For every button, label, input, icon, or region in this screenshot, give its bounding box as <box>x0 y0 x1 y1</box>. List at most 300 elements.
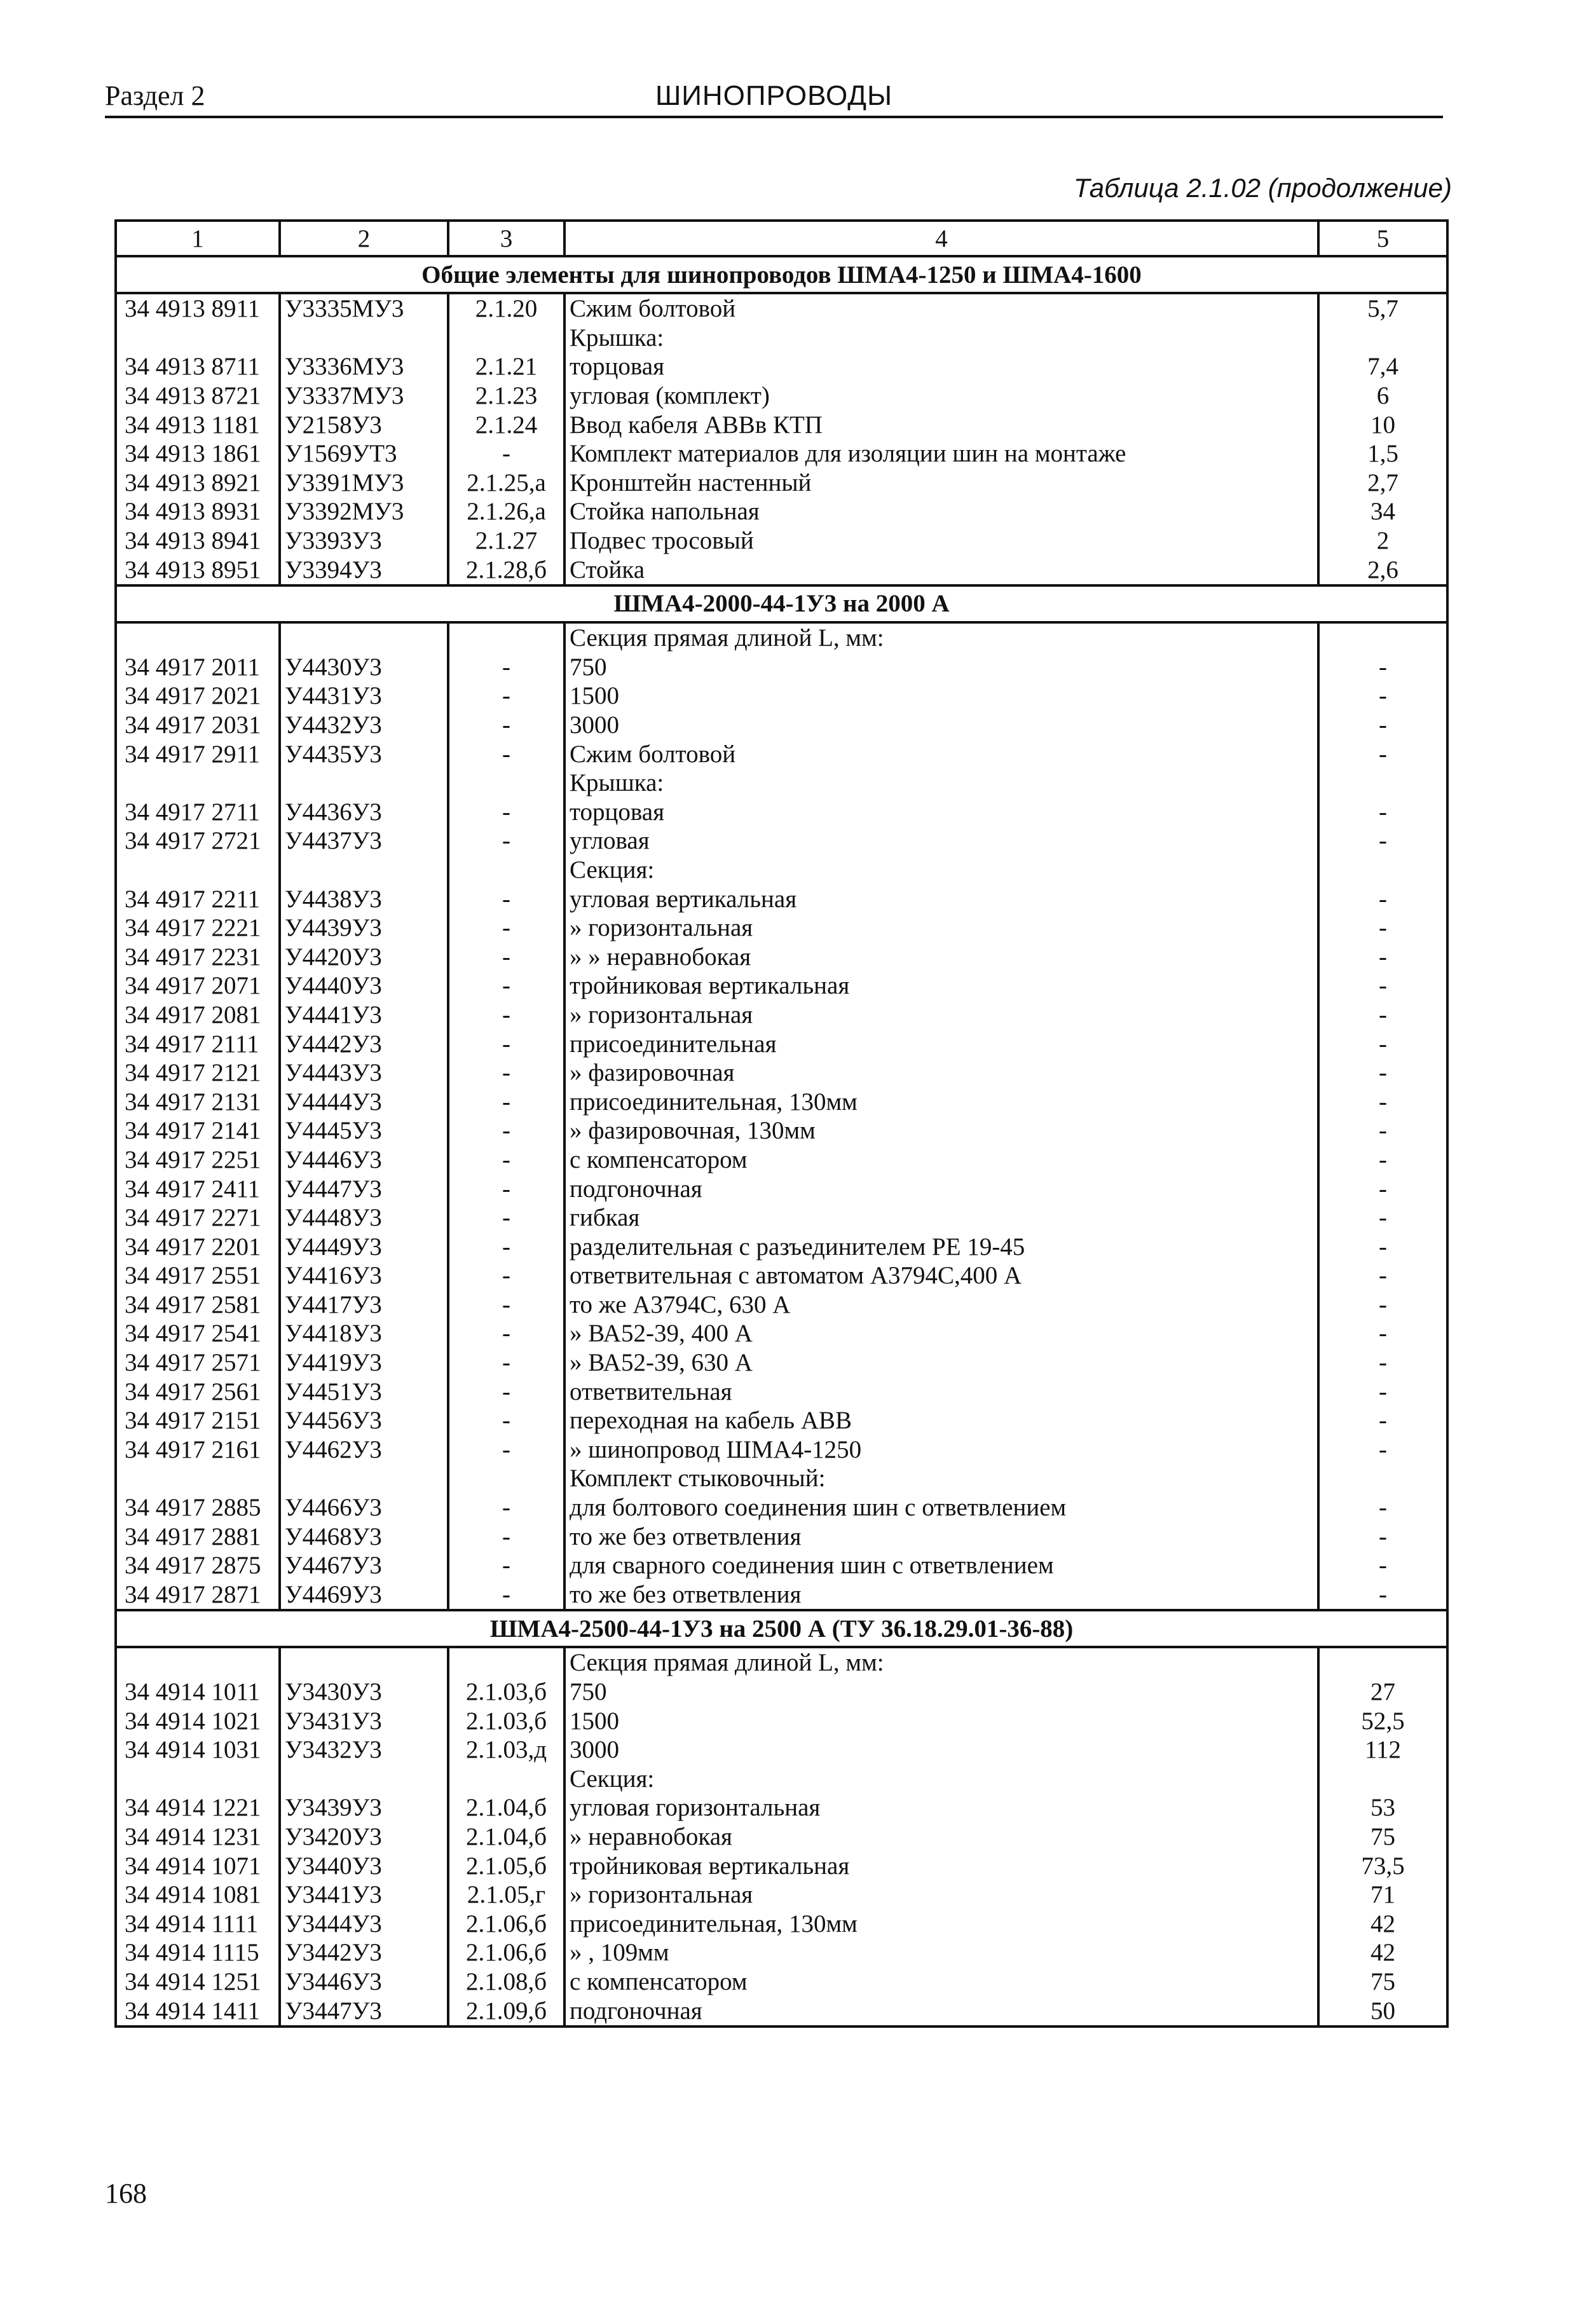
figure-ref-cell <box>448 622 564 653</box>
table-row <box>116 1647 1447 1678</box>
figure-ref-cell <box>448 1464 564 1493</box>
table-row <box>116 555 1447 585</box>
item-name-cell: 1500 <box>564 1706 1318 1735</box>
catalog-code-cell <box>116 1464 280 1493</box>
designation-cell: У4447У3 <box>280 1174 448 1203</box>
catalog-code-cell: 34 4913 8711 <box>116 352 280 381</box>
table-caption: Таблица 2.1.02 (продолжение) <box>1073 173 1452 203</box>
figure-ref-cell: 2.1.06,б <box>448 1909 564 1938</box>
table-row <box>116 769 1447 798</box>
item-name-cell: » » неравнобокая <box>564 942 1318 971</box>
item-name-cell: угловая (комплект) <box>564 381 1318 411</box>
designation-cell: У4442У3 <box>280 1029 448 1058</box>
catalog-code-cell <box>116 856 280 885</box>
figure-ref-cell: 2.1.28,б <box>448 555 564 585</box>
catalog-code-cell: 34 4917 2551 <box>116 1261 280 1290</box>
mass-cell: 75 <box>1318 1822 1447 1852</box>
catalog-code-cell: 34 4917 2231 <box>116 942 280 971</box>
catalog-code-cell: 34 4914 1221 <box>116 1793 280 1822</box>
table-row <box>116 1464 1447 1493</box>
mass-cell: - <box>1318 1290 1447 1320</box>
figure-ref-cell: - <box>448 1348 564 1377</box>
catalog-code-cell <box>116 1647 280 1678</box>
figure-ref-cell: - <box>448 1435 564 1465</box>
table-row <box>116 381 1447 411</box>
item-name-cell: 3000 <box>564 1735 1318 1765</box>
figure-ref-cell: 2.1.24 <box>448 410 564 439</box>
figure-ref-cell: - <box>448 1377 564 1406</box>
table-row <box>116 1348 1447 1377</box>
figure-ref-cell: 2.1.04,б <box>448 1793 564 1822</box>
item-name-cell: ответвительная с автоматом А3794С,400 А <box>564 1261 1318 1290</box>
figure-ref-cell: - <box>448 1174 564 1203</box>
column-number: 1 <box>116 221 280 256</box>
item-name-cell: » горизонтальная <box>564 913 1318 943</box>
item-name-cell: » фазировочная <box>564 1058 1318 1088</box>
table-row <box>116 622 1447 653</box>
item-name-cell: с компенсатором <box>564 1967 1318 1997</box>
mass-cell: - <box>1318 1087 1447 1116</box>
designation-cell: У3420У3 <box>280 1822 448 1852</box>
item-name-cell: для болтового соединения шин с ответвлением <box>564 1493 1318 1522</box>
mass-cell <box>1318 856 1447 885</box>
table-row <box>116 1551 1447 1580</box>
catalog-code-cell: 34 4917 2151 <box>116 1406 280 1435</box>
mass-cell: - <box>1318 798 1447 827</box>
designation-cell: У3394У3 <box>280 555 448 585</box>
figure-ref-cell <box>448 1765 564 1794</box>
mass-cell: - <box>1318 1377 1447 1406</box>
catalog-code-cell: 34 4917 2081 <box>116 1001 280 1030</box>
designation-cell <box>280 769 448 798</box>
table-row <box>116 1290 1447 1320</box>
table-row <box>116 526 1447 556</box>
item-name-cell: Секция прямая длиной L, мм: <box>564 622 1318 653</box>
catalog-code-cell: 34 4917 2031 <box>116 711 280 740</box>
section-title: ШМА4-2500-44-1У3 на 2500 А (ТУ 36.18.29.01-36-88) <box>116 1610 1447 1647</box>
catalog-code-cell: 34 4913 8951 <box>116 555 280 585</box>
item-name-cell: с компенсатором <box>564 1145 1318 1175</box>
designation-cell: У3337МУ3 <box>280 381 448 411</box>
table-row <box>116 1145 1447 1175</box>
catalog-code-cell: 34 4917 2911 <box>116 739 280 769</box>
table-row <box>116 1580 1447 1611</box>
section-label: Раздел 2 <box>105 80 205 111</box>
mass-cell: - <box>1318 1203 1447 1233</box>
item-name-cell: угловая вертикальная <box>564 884 1318 913</box>
table-row <box>116 884 1447 913</box>
item-name-cell: Крышка: <box>564 324 1318 353</box>
section-header-row <box>116 1610 1447 1647</box>
mass-cell: 50 <box>1318 1996 1447 2027</box>
designation-cell: У4451У3 <box>280 1377 448 1406</box>
designation-cell <box>280 324 448 353</box>
catalog-code-cell: 34 4917 2111 <box>116 1029 280 1058</box>
table-row <box>116 410 1447 439</box>
designation-cell: У4439У3 <box>280 913 448 943</box>
figure-ref-cell: - <box>448 1261 564 1290</box>
figure-ref-cell: 2.1.03,б <box>448 1706 564 1735</box>
designation-cell: У4456У3 <box>280 1406 448 1435</box>
catalog-code-cell: 34 4913 8911 <box>116 293 280 324</box>
catalog-code-cell: 34 4913 8941 <box>116 526 280 556</box>
table-row <box>116 1765 1447 1794</box>
figure-ref-cell: - <box>448 1290 564 1320</box>
catalog-code-cell: 34 4917 2211 <box>116 884 280 913</box>
figure-ref-cell: - <box>448 1551 564 1580</box>
mass-cell: - <box>1318 1551 1447 1580</box>
item-name-cell: торцовая <box>564 352 1318 381</box>
table-row <box>116 1938 1447 1967</box>
figure-ref-cell <box>448 324 564 353</box>
figure-ref-cell: 2.1.05,б <box>448 1851 564 1880</box>
mass-cell <box>1318 1464 1447 1493</box>
table-row <box>116 1822 1447 1852</box>
designation-cell: У4435У3 <box>280 739 448 769</box>
specification-table <box>114 219 1449 2028</box>
designation-cell: У3392МУ3 <box>280 497 448 526</box>
mass-cell: 52,5 <box>1318 1706 1447 1735</box>
table-row <box>116 324 1447 353</box>
table-row <box>116 497 1447 526</box>
designation-cell <box>280 1765 448 1794</box>
catalog-code-cell: 34 4914 1111 <box>116 1909 280 1938</box>
designation-cell <box>280 1647 448 1678</box>
catalog-code-cell: 34 4917 2541 <box>116 1319 280 1348</box>
figure-ref-cell <box>448 769 564 798</box>
item-name-cell: Сжим болтовой <box>564 739 1318 769</box>
designation-cell: У3393У3 <box>280 526 448 556</box>
figure-ref-cell: 2.1.21 <box>448 352 564 381</box>
figure-ref-cell: - <box>448 1029 564 1058</box>
item-name-cell: » горизонтальная <box>564 1001 1318 1030</box>
table-row <box>116 681 1447 711</box>
designation-cell: У3432У3 <box>280 1735 448 1765</box>
item-name-cell: » ВА52-39, 400 А <box>564 1319 1318 1348</box>
figure-ref-cell: - <box>448 798 564 827</box>
designation-cell: У4419У3 <box>280 1348 448 1377</box>
figure-ref-cell: - <box>448 1232 564 1261</box>
catalog-code-cell: 34 4914 1411 <box>116 1996 280 2027</box>
figure-ref-cell: 2.1.04,б <box>448 1822 564 1852</box>
table-row <box>116 1909 1447 1938</box>
table-row <box>116 1793 1447 1822</box>
designation-cell: У3430У3 <box>280 1678 448 1707</box>
item-name-cell: Кронштейн настенный <box>564 468 1318 498</box>
designation-cell: У1569УТ3 <box>280 439 448 468</box>
mass-cell: 2,6 <box>1318 555 1447 585</box>
figure-ref-cell: - <box>448 711 564 740</box>
table-row <box>116 1377 1447 1406</box>
designation-cell: У3391МУ3 <box>280 468 448 498</box>
item-name-cell: ответвительная <box>564 1377 1318 1406</box>
designation-cell: У4469У3 <box>280 1580 448 1611</box>
table-row <box>116 826 1447 856</box>
page-number: 168 <box>105 2178 147 2209</box>
table-row <box>116 942 1447 971</box>
table-row <box>116 1967 1447 1997</box>
mass-cell: - <box>1318 1029 1447 1058</box>
figure-ref-cell: - <box>448 913 564 943</box>
figure-ref-cell: - <box>448 884 564 913</box>
designation-cell: У3431У3 <box>280 1706 448 1735</box>
catalog-code-cell: 34 4917 2221 <box>116 913 280 943</box>
mass-cell: 2 <box>1318 526 1447 556</box>
table-row <box>116 1996 1447 2027</box>
table-row <box>116 1232 1447 1261</box>
table-row <box>116 711 1447 740</box>
figure-ref-cell: - <box>448 653 564 682</box>
figure-ref-cell: 2.1.06,б <box>448 1938 564 1967</box>
designation-cell: У2158У3 <box>280 410 448 439</box>
catalog-code-cell: 34 4914 1021 <box>116 1706 280 1735</box>
mass-cell: 34 <box>1318 497 1447 526</box>
designation-cell: У4441У3 <box>280 1001 448 1030</box>
designation-cell: У3441У3 <box>280 1880 448 1910</box>
designation-cell: У4466У3 <box>280 1493 448 1522</box>
item-name-cell: то же без ответвления <box>564 1522 1318 1551</box>
figure-ref-cell: - <box>448 1406 564 1435</box>
item-name-cell: переходная на кабель АВВ <box>564 1406 1318 1435</box>
figure-ref-cell: 2.1.23 <box>448 381 564 411</box>
figure-ref-cell: - <box>448 942 564 971</box>
catalog-code-cell: 34 4914 1081 <box>116 1880 280 1910</box>
mass-cell: - <box>1318 913 1447 943</box>
table-row <box>116 913 1447 943</box>
designation-cell: У4418У3 <box>280 1319 448 1348</box>
table-row <box>116 1851 1447 1880</box>
table-body <box>116 221 1447 2027</box>
item-name-cell: присоединительная, 130мм <box>564 1087 1318 1116</box>
designation-cell: У4436У3 <box>280 798 448 827</box>
item-name-cell: » шинопровод ШМА4-1250 <box>564 1435 1318 1465</box>
catalog-code-cell: 34 4914 1011 <box>116 1678 280 1707</box>
figure-ref-cell: 2.1.03,д <box>448 1735 564 1765</box>
table-row <box>116 1522 1447 1551</box>
designation-cell: У4443У3 <box>280 1058 448 1088</box>
table-row <box>116 1203 1447 1233</box>
designation-cell: У3439У3 <box>280 1793 448 1822</box>
figure-ref-cell: - <box>448 1145 564 1175</box>
designation-cell: У4416У3 <box>280 1261 448 1290</box>
figure-ref-cell: 2.1.03,б <box>448 1678 564 1707</box>
catalog-code-cell <box>116 622 280 653</box>
catalog-code-cell: 34 4917 2161 <box>116 1435 280 1465</box>
designation-cell: У4446У3 <box>280 1145 448 1175</box>
designation-cell: У3336МУ3 <box>280 352 448 381</box>
mass-cell: - <box>1318 1580 1447 1611</box>
mass-cell: - <box>1318 1435 1447 1465</box>
table-row <box>116 1116 1447 1145</box>
catalog-code-cell: 34 4913 1861 <box>116 439 280 468</box>
item-name-cell: Ввод кабеля АВВв КТП <box>564 410 1318 439</box>
item-name-cell: угловая горизонтальная <box>564 1793 1318 1822</box>
figure-ref-cell: - <box>448 1203 564 1233</box>
table-row <box>116 856 1447 885</box>
mass-cell: - <box>1318 681 1447 711</box>
mass-cell: - <box>1318 942 1447 971</box>
catalog-code-cell: 34 4917 2131 <box>116 1087 280 1116</box>
designation-cell <box>280 856 448 885</box>
designation-cell: У4430У3 <box>280 653 448 682</box>
table-row <box>116 1319 1447 1348</box>
mass-cell: - <box>1318 739 1447 769</box>
designation-cell: У3447У3 <box>280 1996 448 2027</box>
section-header-row <box>116 585 1447 622</box>
designation-cell: У4444У3 <box>280 1087 448 1116</box>
figure-ref-cell: - <box>448 971 564 1001</box>
item-name-cell: гибкая <box>564 1203 1318 1233</box>
mass-cell: 6 <box>1318 381 1447 411</box>
item-name-cell: Подвес тросовый <box>564 526 1318 556</box>
designation-cell <box>280 1464 448 1493</box>
catalog-code-cell: 34 4914 1251 <box>116 1967 280 1997</box>
mass-cell: 73,5 <box>1318 1851 1447 1880</box>
mass-cell: 5,7 <box>1318 293 1447 324</box>
section-header-row <box>116 256 1447 293</box>
table-row <box>116 1406 1447 1435</box>
table-row <box>116 739 1447 769</box>
mass-cell: 27 <box>1318 1678 1447 1707</box>
catalog-code-cell: 34 4917 2561 <box>116 1377 280 1406</box>
table-row <box>116 1706 1447 1735</box>
mass-cell <box>1318 622 1447 653</box>
mass-cell <box>1318 1765 1447 1794</box>
column-number: 4 <box>564 221 1318 256</box>
catalog-code-cell: 34 4917 2251 <box>116 1145 280 1175</box>
catalog-code-cell: 34 4917 2411 <box>116 1174 280 1203</box>
catalog-code-cell: 34 4914 1115 <box>116 1938 280 1967</box>
figure-ref-cell: 2.1.08,б <box>448 1967 564 1997</box>
catalog-code-cell: 34 4917 2581 <box>116 1290 280 1320</box>
catalog-code-cell: 34 4914 1071 <box>116 1851 280 1880</box>
mass-cell: 71 <box>1318 1880 1447 1910</box>
table-row <box>116 1735 1447 1765</box>
designation-cell: У4437У3 <box>280 826 448 856</box>
mass-cell: - <box>1318 1001 1447 1030</box>
mass-cell: - <box>1318 1232 1447 1261</box>
catalog-code-cell: 34 4917 2885 <box>116 1493 280 1522</box>
catalog-code-cell <box>116 324 280 353</box>
item-name-cell: то же без ответвления <box>564 1580 1318 1611</box>
mass-cell: - <box>1318 971 1447 1001</box>
catalog-code-cell: 34 4917 2141 <box>116 1116 280 1145</box>
figure-ref-cell: 2.1.27 <box>448 526 564 556</box>
table-row <box>116 1261 1447 1290</box>
table-row <box>116 1087 1447 1116</box>
catalog-code-cell: 34 4917 2711 <box>116 798 280 827</box>
item-name-cell: » , 109мм <box>564 1938 1318 1967</box>
figure-ref-cell: - <box>448 1522 564 1551</box>
item-name-cell: присоединительная, 130мм <box>564 1909 1318 1938</box>
column-number: 2 <box>280 221 448 256</box>
figure-ref-cell: - <box>448 1087 564 1116</box>
designation-cell: У4448У3 <box>280 1203 448 1233</box>
designation-cell: У3335МУ3 <box>280 293 448 324</box>
catalog-code-cell: 34 4913 1181 <box>116 410 280 439</box>
mass-cell <box>1318 769 1447 798</box>
item-name-cell: 750 <box>564 653 1318 682</box>
designation-cell: У4445У3 <box>280 1116 448 1145</box>
table-row <box>116 1058 1447 1088</box>
mass-cell: 10 <box>1318 410 1447 439</box>
catalog-code-cell: 34 4917 2201 <box>116 1232 280 1261</box>
item-name-cell: Комплект материалов для изоляции шин на монтаже <box>564 439 1318 468</box>
item-name-cell: подгоночная <box>564 1996 1318 2027</box>
designation-cell: У3444У3 <box>280 1909 448 1938</box>
table-row <box>116 798 1447 827</box>
figure-ref-cell: - <box>448 739 564 769</box>
designation-cell: У4431У3 <box>280 681 448 711</box>
catalog-code-cell: 34 4917 2875 <box>116 1551 280 1580</box>
table-row <box>116 1029 1447 1058</box>
mass-cell: 75 <box>1318 1967 1447 1997</box>
mass-cell: 42 <box>1318 1938 1447 1967</box>
table-row <box>116 352 1447 381</box>
table-row <box>116 1435 1447 1465</box>
mass-cell: 2,7 <box>1318 468 1447 498</box>
table-row <box>116 971 1447 1001</box>
item-name-cell: тройниковая вертикальная <box>564 1851 1318 1880</box>
table-row <box>116 439 1447 468</box>
designation-cell: У4468У3 <box>280 1522 448 1551</box>
catalog-code-cell: 34 4917 2721 <box>116 826 280 856</box>
item-name-cell: Стойка <box>564 555 1318 585</box>
designation-cell: У4462У3 <box>280 1435 448 1465</box>
catalog-code-cell: 34 4917 2881 <box>116 1522 280 1551</box>
catalog-code-cell: 34 4917 2021 <box>116 681 280 711</box>
item-name-cell: Секция: <box>564 856 1318 885</box>
item-name-cell: угловая <box>564 826 1318 856</box>
mass-cell: - <box>1318 711 1447 740</box>
designation-cell: У3440У3 <box>280 1851 448 1880</box>
mass-cell: - <box>1318 1493 1447 1522</box>
mass-cell: - <box>1318 1145 1447 1175</box>
mass-cell: 1,5 <box>1318 439 1447 468</box>
item-name-cell: » горизонтальная <box>564 1880 1318 1910</box>
item-name-cell: Сжим болтовой <box>564 293 1318 324</box>
catalog-code-cell: 34 4913 8721 <box>116 381 280 411</box>
item-name-cell: 750 <box>564 1678 1318 1707</box>
designation-cell: У3442У3 <box>280 1938 448 1967</box>
catalog-code-cell: 34 4914 1031 <box>116 1735 280 1765</box>
column-number-row <box>116 221 1447 256</box>
page-title: ШИНОПРОВОДЫ <box>655 80 893 111</box>
column-number: 5 <box>1318 221 1447 256</box>
mass-cell: 42 <box>1318 1909 1447 1938</box>
catalog-code-cell: 34 4917 2071 <box>116 971 280 1001</box>
item-name-cell: тройниковая вертикальная <box>564 971 1318 1001</box>
figure-ref-cell: - <box>448 1580 564 1611</box>
catalog-code-cell: 34 4913 8921 <box>116 468 280 498</box>
table-row <box>116 293 1447 324</box>
mass-cell: - <box>1318 653 1447 682</box>
item-name-cell: то же А3794С, 630 А <box>564 1290 1318 1320</box>
designation-cell: У4420У3 <box>280 942 448 971</box>
figure-ref-cell: - <box>448 1319 564 1348</box>
item-name-cell: торцовая <box>564 798 1318 827</box>
mass-cell: - <box>1318 1406 1447 1435</box>
designation-cell: У3446У3 <box>280 1967 448 1997</box>
figure-ref-cell: 2.1.25,а <box>448 468 564 498</box>
item-name-cell: Секция: <box>564 1765 1318 1794</box>
figure-ref-cell: - <box>448 681 564 711</box>
figure-ref-cell: - <box>448 1493 564 1522</box>
mass-cell <box>1318 1647 1447 1678</box>
figure-ref-cell: - <box>448 1116 564 1145</box>
figure-ref-cell: 2.1.05,г <box>448 1880 564 1910</box>
table-row <box>116 1001 1447 1030</box>
